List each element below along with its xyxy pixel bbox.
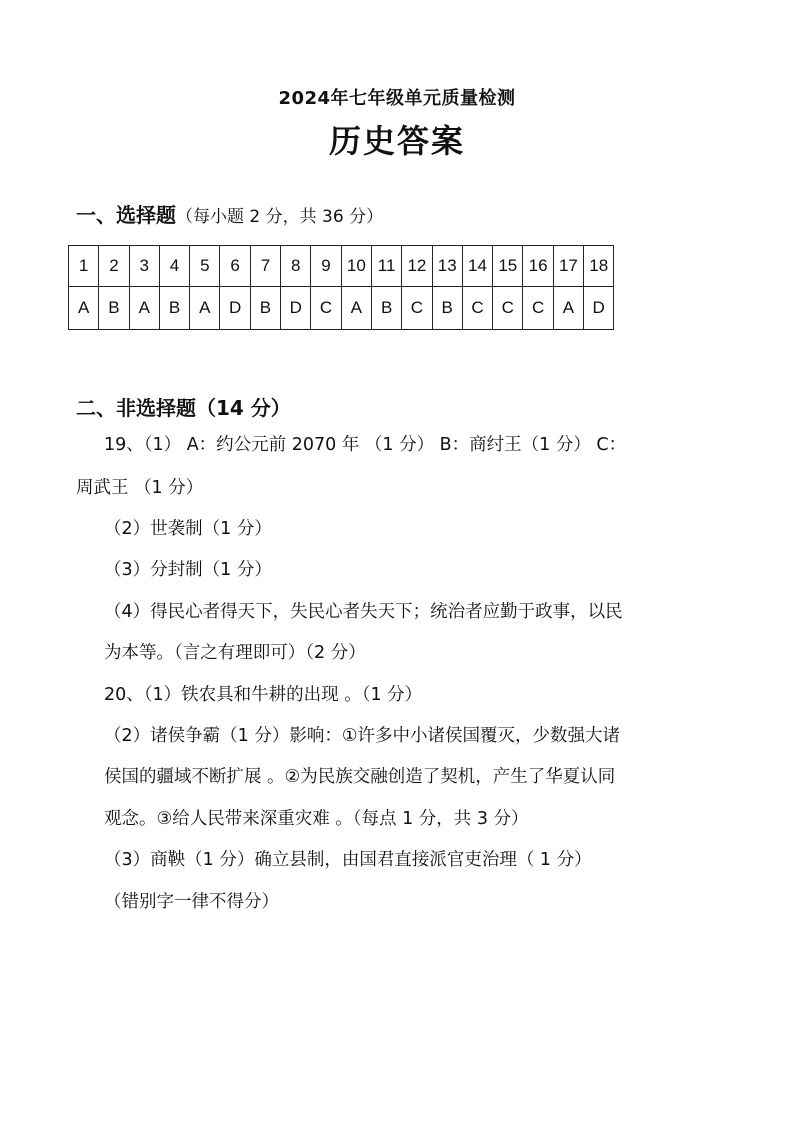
exam-name: 2024年七年级单元质量检测 — [278, 88, 516, 109]
question-number: 2 — [99, 246, 129, 287]
answer-cell: D — [584, 287, 614, 330]
answer-cell: D — [220, 287, 250, 330]
question-number: 1 — [69, 246, 99, 287]
answer-line: 观念。③给人民带来深重灾难 。（每点 1 分，共 3 分） — [104, 809, 529, 829]
answer-table — [68, 245, 614, 330]
question-number: 13 — [432, 246, 462, 287]
answer-cell: C — [402, 287, 432, 330]
answer-cell: C — [311, 287, 341, 330]
answer-line: （2）诸侯争霸（1 分）影响：①许多中小诸侯国覆灭，少数强大诸 — [104, 726, 621, 746]
section1-note: （每小题 2 分，共 36 分） — [176, 207, 384, 227]
question-number: 10 — [341, 246, 371, 287]
answer-line: 为本等。（言之有理即可）（2 分） — [104, 643, 366, 663]
answer-line: 19、（1） A：约公元前 2070 年 （1 分） B：商纣王（1 分） C： — [104, 435, 627, 455]
answer-line: （4）得民心者得天下，失民心者失天下；统治者应勤于政事，以民 — [104, 602, 623, 622]
question-number: 16 — [523, 246, 553, 287]
answer-line: 侯国的疆域不断扩展 。②为民族交融创造了契机，产生了华夏认同 — [104, 767, 616, 787]
question-number: 4 — [159, 246, 189, 287]
question-number: 5 — [190, 246, 220, 287]
answer-cell: B — [99, 287, 129, 330]
answer-cell: C — [523, 287, 553, 330]
document-title: 历史答案 — [328, 122, 465, 160]
question-number: 15 — [493, 246, 523, 287]
answer-line: 20、（1）铁农具和牛耕的出现 。（1 分） — [104, 685, 423, 705]
question-number: 14 — [462, 246, 492, 287]
answer-cell: D — [281, 287, 311, 330]
question-number: 6 — [220, 246, 250, 287]
answer-cell: A — [553, 287, 583, 330]
question-number: 12 — [402, 246, 432, 287]
section1-title: 一、选择题 — [76, 203, 176, 227]
question-number: 18 — [584, 246, 614, 287]
question-number: 3 — [129, 246, 159, 287]
answer-row — [69, 287, 614, 330]
answer-cell: B — [159, 287, 189, 330]
question-number: 17 — [553, 246, 583, 287]
answer-line: （2）世袭制（1 分） — [104, 519, 272, 539]
answer-line: （3）分封制（1 分） — [104, 560, 272, 580]
question-number: 9 — [311, 246, 341, 287]
answer-cell: A — [69, 287, 99, 330]
answer-line: （错别字一律不得分） — [104, 892, 279, 912]
answer-cell: A — [129, 287, 159, 330]
question-number: 11 — [371, 246, 401, 287]
answer-cell: C — [462, 287, 492, 330]
answer-line: （3）商鞅（1 分）确立县制，由国君直接派官吏治理（ 1 分） — [104, 850, 592, 870]
answer-cell: B — [250, 287, 280, 330]
answer-cell: A — [341, 287, 371, 330]
question-number-row — [69, 246, 614, 287]
section1-heading — [76, 199, 383, 228]
answer-cell: B — [371, 287, 401, 330]
answer-cell: C — [493, 287, 523, 330]
question-number: 7 — [250, 246, 280, 287]
answer-line: 周武王 （1 分） — [76, 478, 204, 498]
question-number: 8 — [281, 246, 311, 287]
answer-cell: B — [432, 287, 462, 330]
section2-heading: 二、非选择题（14 分） — [76, 396, 291, 420]
answer-cell: A — [190, 287, 220, 330]
